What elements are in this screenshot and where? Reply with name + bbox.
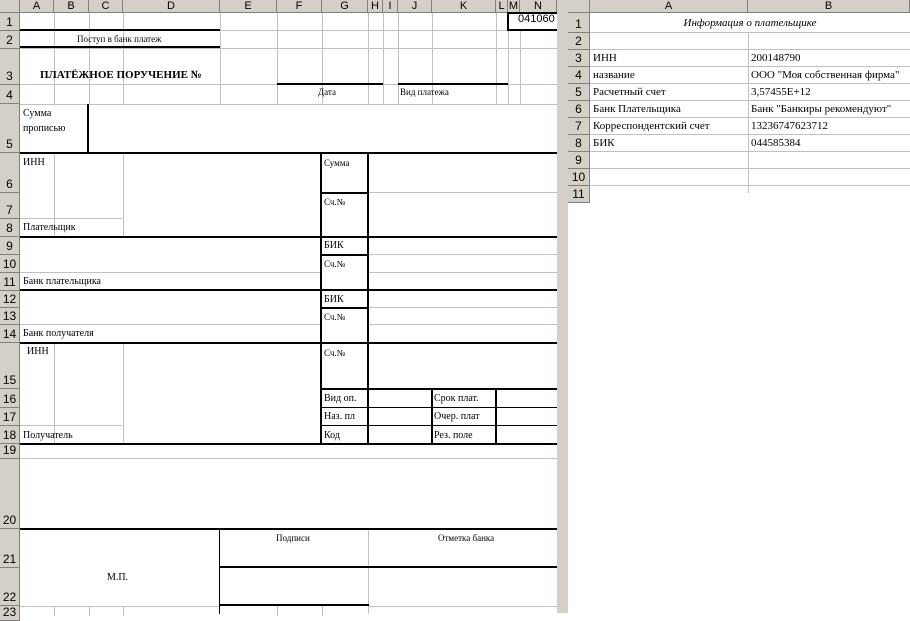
column-header-f[interactable]: F [277,0,322,13]
row-header-5[interactable]: 5 [0,104,20,153]
row-header-6[interactable]: 6 [568,101,590,118]
gridline [89,13,90,105]
form-border [398,83,508,85]
purpose-label: Наз. пл [324,411,355,422]
info-value-cell[interactable]: 200148790 [751,52,801,64]
column-header-c[interactable]: C [89,0,123,13]
gridline [277,13,278,105]
receiver-inn-label: ИНН [27,346,49,357]
gridline [277,606,278,616]
row-header-7[interactable]: 7 [0,193,20,219]
row-header-2[interactable]: 2 [568,33,590,50]
gridline [369,272,557,273]
form-border [277,83,383,85]
row-header-1[interactable]: 1 [568,13,590,33]
op-type-label: Вид оп. [324,393,357,404]
bank-mark-label: Отметка банка [438,533,495,543]
gridline [590,168,910,169]
form-border [495,389,497,444]
signatures-label: Подписи [276,533,310,543]
form-border [322,388,557,390]
row-header-2[interactable]: 2 [0,31,20,49]
info-label-cell[interactable]: Корреспондентский счет [593,120,710,132]
gridline [369,254,557,255]
info-value-cell[interactable]: Банк "Банкиры рекомендуют" [751,103,892,115]
info-label-cell[interactable]: БИК [593,137,615,149]
amount-words-label-2: прописью [23,123,66,134]
column-header-i[interactable]: I [383,0,398,13]
form-border [322,307,368,309]
gridline [123,153,124,237]
column-header-j[interactable]: J [398,0,432,13]
row-header-21[interactable]: 21 [0,529,20,568]
gridline [123,343,124,443]
column-header-g[interactable]: G [322,0,368,13]
gridline [369,192,557,193]
code-label: Код [324,430,340,441]
form-border [320,153,322,444]
gridline [368,529,369,614]
row-header-8[interactable]: 8 [568,135,590,152]
gridline [20,272,320,273]
gridline [590,185,910,186]
gridline [20,458,557,459]
info-label-cell[interactable]: ИНН [593,52,617,64]
form-border [20,29,220,31]
row-header-6[interactable]: 6 [0,153,20,193]
payer-info-sheet[interactable] [568,0,910,201]
column-header-e[interactable]: E [220,0,277,13]
gridline [20,324,320,325]
gridline [398,13,399,105]
form-border [220,604,369,606]
column-header-l[interactable]: L [496,0,508,13]
form-border [20,443,557,445]
info-value-cell[interactable]: ООО "Моя собственная фирма" [751,69,900,81]
order-label: Очер. плат [434,411,480,422]
form-border [20,289,557,291]
payer-account-label: Сч.№ [324,197,346,207]
gridline [520,31,521,105]
row-header-11[interactable]: 11 [568,186,590,203]
form-border [508,29,557,31]
column-header-n[interactable]: N [520,0,557,13]
row-header-15[interactable]: 15 [0,343,20,389]
row-header-1[interactable]: 1 [0,13,20,31]
info-label-cell[interactable]: название [593,69,635,81]
gridline [496,13,497,105]
row-header-4[interactable]: 4 [0,85,20,104]
column-header-d[interactable]: D [123,0,220,13]
form-border [322,407,557,408]
gridline [369,307,557,308]
gridline [123,13,124,105]
row-header-13[interactable]: 13 [0,308,20,325]
payer-bank-label: Банк плательщика [23,276,101,287]
column-header-a[interactable]: A [590,0,748,13]
form-border [20,46,220,48]
receiver-bank-label: Банк получателя [23,328,94,339]
row-header-22[interactable]: 22 [0,568,20,606]
gridline [590,117,910,118]
row-header-5[interactable]: 5 [568,84,590,101]
receiver-bik-label: БИК [324,294,344,305]
info-label-cell[interactable]: Банк Плательщика [593,103,681,115]
form-border [367,153,369,444]
payer-bik-label: БИК [324,240,344,251]
row-header-10[interactable]: 10 [0,255,20,273]
row-header-4[interactable]: 4 [568,67,590,84]
gridline [89,606,90,616]
gridline [20,104,557,105]
form-code-cell[interactable]: 041060 [518,13,555,25]
gridline [54,13,55,105]
column-header-k[interactable]: K [432,0,496,13]
receiver-label: Получатель [23,430,73,441]
info-label-cell[interactable]: Расчетный счет [593,86,666,98]
row-header-19[interactable]: 19 [0,444,20,459]
gridline [368,13,369,105]
row-header-12[interactable]: 12 [0,291,20,308]
row-header-9[interactable]: 9 [568,152,590,169]
gridline [20,606,220,607]
gridline [54,606,55,616]
row-header-7[interactable]: 7 [568,118,590,135]
column-header-b[interactable]: B [748,0,910,13]
column-header-b[interactable]: B [54,0,89,13]
form-border [20,342,557,344]
form-border [322,254,368,256]
row-header-23[interactable]: 23 [0,606,20,621]
form-border [20,528,557,530]
term-label: Срок плат. [434,393,479,404]
gridline [590,49,910,50]
date-label: Дата [318,87,336,97]
row-header-3[interactable]: 3 [568,50,590,67]
info-value-cell[interactable]: 3,57455E+12 [751,86,811,98]
row-header-10[interactable]: 10 [568,169,590,186]
gridline [123,606,124,616]
window-split-divider[interactable] [557,0,568,613]
row-header-14[interactable]: 14 [0,325,20,343]
form-border [322,425,557,426]
column-header-a[interactable]: A [20,0,54,13]
row-header-11[interactable]: 11 [0,273,20,291]
gridline [590,151,910,152]
gridline [369,606,557,607]
form-border [220,566,557,568]
gridline [590,134,910,135]
gridline [369,324,557,325]
amount-label: Сумма [324,158,350,168]
row-header-8[interactable]: 8 [0,219,20,237]
gridline [748,33,749,193]
gridline [20,425,122,426]
info-value-cell[interactable]: 13236747623712 [751,120,828,132]
form-border [322,192,368,194]
gridline [590,83,910,84]
gridline [383,13,384,105]
row-header-20[interactable]: 20 [0,459,20,529]
gridline [220,13,221,105]
form-border [20,152,557,154]
select-all-corner[interactable] [568,0,590,13]
row-header-9[interactable]: 9 [0,237,20,255]
row-header-17[interactable]: 17 [0,408,20,426]
receiver-bank-account-label: Сч.№ [324,312,346,322]
info-header[interactable]: Информация о плательщике [683,17,817,29]
receiver-account-label: Сч.№ [324,348,346,358]
gridline [54,343,55,443]
payer-bank-account-label: Сч.№ [324,259,346,269]
column-header-m[interactable]: M [508,0,519,12]
received-label: Поступ в банк платеж [77,34,162,44]
page-title: ПЛАТЁЖНОЕ ПОРУЧЕНИЕ № [40,69,202,81]
select-all-corner[interactable] [0,0,20,13]
row-header-16[interactable]: 16 [0,389,20,408]
amount-words-label: Сумма [23,108,52,119]
payer-inn-label: ИНН [23,157,45,168]
gridline [20,218,122,219]
gridline [590,100,910,101]
gridline [590,66,910,67]
info-value-cell[interactable]: 044585384 [751,137,801,149]
reserve-label: Рез. поле [434,430,473,441]
gridline [20,48,557,49]
form-border [431,389,433,444]
payment-type-label: Вид платежа [400,87,449,97]
row-header-18[interactable]: 18 [0,426,20,444]
form-border [219,529,220,614]
row-header-3[interactable]: 3 [0,49,20,85]
form-border [87,104,89,153]
column-header-h[interactable]: H [368,0,383,13]
gridline [322,606,323,616]
payer-label: Плательщик [23,222,76,233]
gridline [590,32,910,33]
form-border [20,236,557,238]
stamp-label: М.П. [107,572,129,583]
